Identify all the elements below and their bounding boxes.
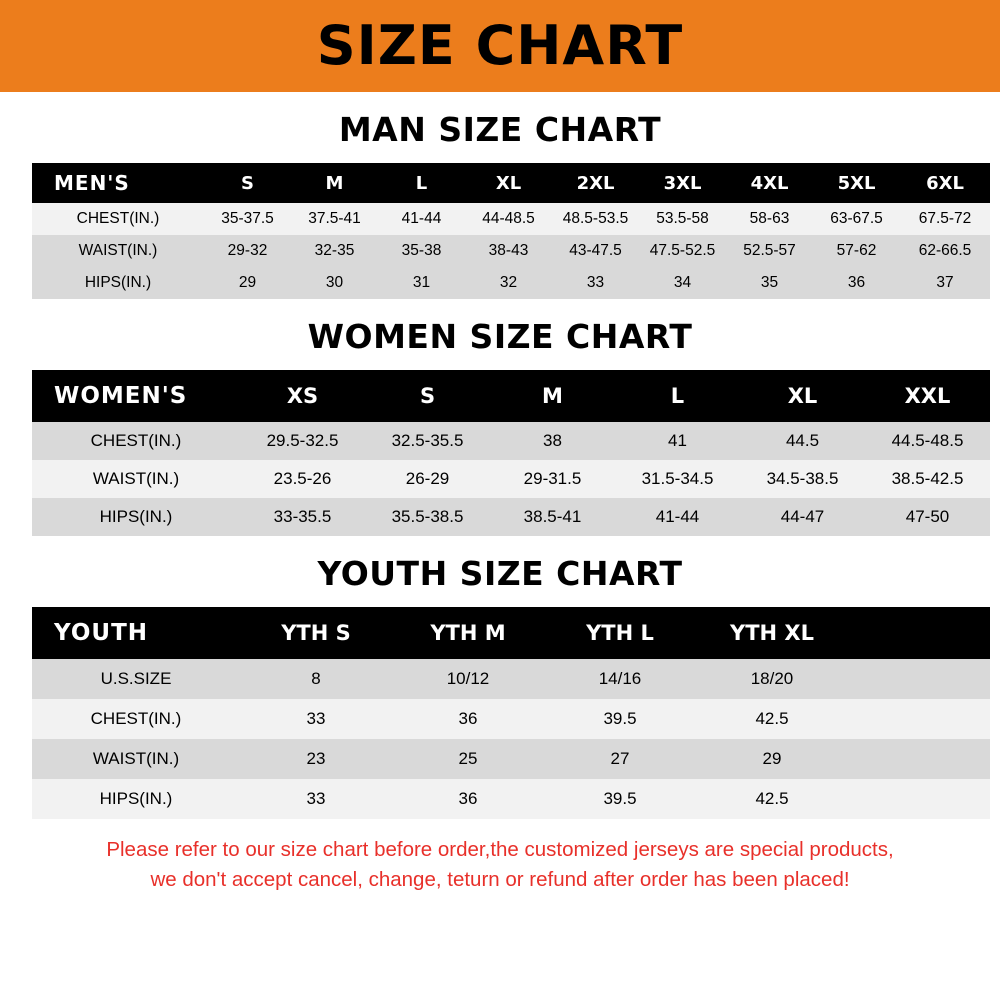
men-cell: 38-43 bbox=[488, 242, 529, 259]
youth-cell: 23 bbox=[306, 749, 326, 768]
women-section-title: WOMEN SIZE CHART bbox=[307, 317, 693, 356]
youth-header-cell: YTH S bbox=[281, 621, 351, 645]
men-cell: 44-48.5 bbox=[482, 210, 535, 227]
men-header-cell: 6XL bbox=[926, 172, 964, 194]
policy-note-line-1: Please refer to our size chart before order,the customized jerseys are special products, bbox=[106, 838, 894, 861]
table-row bbox=[32, 659, 990, 699]
men-cell: 37 bbox=[936, 274, 954, 291]
youth-cell-spacer bbox=[848, 779, 990, 819]
youth-cell: 18/20 bbox=[750, 669, 794, 688]
women-cell: 29-31.5 bbox=[523, 469, 582, 488]
youth-size-table bbox=[32, 607, 990, 819]
youth-section bbox=[0, 536, 1000, 819]
men-cell: 33 bbox=[586, 274, 605, 291]
youth-cell: 29 bbox=[762, 749, 782, 768]
women-header-cell: XS bbox=[286, 384, 319, 408]
youth-cell: 36 bbox=[458, 709, 478, 728]
youth-table-header-row bbox=[32, 607, 990, 659]
men-size-table bbox=[32, 163, 990, 299]
men-header-cell: 5XL bbox=[837, 172, 876, 194]
table-row bbox=[32, 498, 990, 536]
men-row-label: CHEST(IN.) bbox=[76, 210, 160, 227]
men-header-cell: 3XL bbox=[663, 172, 702, 194]
women-cell: 33-35.5 bbox=[273, 507, 332, 526]
youth-cell-spacer bbox=[848, 739, 990, 779]
men-cell: 31 bbox=[412, 274, 431, 291]
men-cell: 37.5-41 bbox=[308, 210, 361, 227]
men-cell: 53.5-58 bbox=[656, 210, 709, 227]
men-row-label: WAIST(IN.) bbox=[78, 242, 158, 259]
women-cell: 35.5-38.5 bbox=[391, 507, 464, 526]
men-cell: 29 bbox=[238, 274, 257, 291]
men-cell: 32-35 bbox=[314, 242, 355, 259]
women-header-cell: M bbox=[542, 384, 563, 408]
table-row bbox=[32, 739, 990, 779]
men-cell: 35-38 bbox=[401, 242, 442, 259]
men-cell: 35 bbox=[760, 274, 779, 291]
youth-row-label: WAIST(IN.) bbox=[92, 749, 180, 768]
women-cell: 31.5-34.5 bbox=[641, 469, 714, 488]
women-cell: 41-44 bbox=[655, 507, 700, 526]
youth-row-label: HIPS(IN.) bbox=[99, 789, 173, 808]
youth-cell: 42.5 bbox=[755, 789, 789, 808]
men-cell: 34 bbox=[673, 274, 692, 291]
women-cell: 38.5-42.5 bbox=[891, 469, 964, 488]
youth-header-spacer bbox=[848, 607, 990, 659]
men-header-cell: M bbox=[325, 172, 344, 194]
youth-cell: 42.5 bbox=[755, 709, 789, 728]
men-cell: 62-66.5 bbox=[918, 242, 972, 259]
table-row bbox=[32, 460, 990, 498]
men-cell: 30 bbox=[325, 274, 344, 291]
women-row-label: WAIST(IN.) bbox=[92, 469, 180, 488]
youth-header-cell: YOUTH bbox=[54, 620, 149, 646]
table-row bbox=[32, 235, 990, 267]
men-header-cell: S bbox=[241, 172, 254, 194]
youth-row-label: CHEST(IN.) bbox=[90, 709, 182, 728]
page-title: SIZE CHART bbox=[316, 14, 684, 77]
men-cell: 52.5-57 bbox=[743, 242, 796, 259]
men-cell: 29-32 bbox=[227, 242, 268, 259]
women-cell: 47-50 bbox=[905, 507, 950, 526]
men-cell: 36 bbox=[847, 274, 866, 291]
men-section-title: MAN SIZE CHART bbox=[338, 110, 662, 149]
men-header-cell: L bbox=[415, 172, 428, 194]
women-cell: 34.5-38.5 bbox=[766, 469, 839, 488]
men-cell: 57-62 bbox=[836, 242, 877, 259]
women-row-label: HIPS(IN.) bbox=[99, 507, 173, 526]
men-table-header-row bbox=[32, 163, 990, 203]
youth-row-label: U.S.SIZE bbox=[100, 669, 172, 688]
women-header-cell: XL bbox=[787, 384, 818, 408]
youth-cell: 25 bbox=[458, 749, 478, 768]
men-cell: 58-63 bbox=[749, 210, 790, 227]
women-cell: 38 bbox=[543, 431, 562, 450]
men-header-cell: 2XL bbox=[576, 172, 615, 194]
women-cell: 38.5-41 bbox=[523, 507, 582, 526]
men-cell: 43-47.5 bbox=[569, 242, 622, 259]
youth-header-cell: YTH L bbox=[586, 621, 654, 645]
youth-cell: 10/12 bbox=[446, 669, 490, 688]
youth-cell-spacer bbox=[848, 659, 990, 699]
youth-header-cell: YTH XL bbox=[730, 621, 814, 645]
women-header-cell: S bbox=[419, 384, 436, 408]
youth-cell: 39.5 bbox=[603, 709, 637, 728]
women-cell: 44-47 bbox=[780, 507, 825, 526]
women-section bbox=[0, 299, 1000, 536]
youth-section-title: YOUTH SIZE CHART bbox=[317, 554, 683, 593]
men-cell: 35-37.5 bbox=[221, 210, 274, 227]
youth-cell: 8 bbox=[311, 669, 321, 688]
women-table-header-row bbox=[32, 370, 990, 422]
table-row bbox=[32, 779, 990, 819]
men-row-label: HIPS(IN.) bbox=[84, 274, 152, 291]
youth-header-cell: YTH M bbox=[430, 621, 506, 645]
women-cell: 26-29 bbox=[405, 469, 450, 488]
men-cell: 41-44 bbox=[401, 210, 442, 227]
table-row bbox=[32, 699, 990, 739]
table-row bbox=[32, 422, 990, 460]
men-header-cell: 4XL bbox=[750, 172, 789, 194]
women-header-cell: XXL bbox=[904, 384, 951, 408]
women-cell: 32.5-35.5 bbox=[391, 431, 464, 450]
women-cell: 29.5-32.5 bbox=[266, 431, 339, 450]
policy-note-line-2: we don't accept cancel, change, teturn or refund after order has been placed! bbox=[150, 867, 850, 891]
youth-cell: 14/16 bbox=[598, 669, 642, 688]
men-header-cell: MEN'S bbox=[54, 171, 130, 195]
women-row-label: CHEST(IN.) bbox=[90, 431, 182, 450]
women-cell: 23.5-26 bbox=[273, 469, 332, 488]
men-cell: 47.5-52.5 bbox=[649, 242, 716, 259]
youth-cell: 33 bbox=[306, 709, 326, 728]
youth-cell: 36 bbox=[458, 789, 478, 808]
women-cell: 41 bbox=[668, 431, 687, 450]
women-cell: 44.5 bbox=[785, 431, 820, 450]
youth-cell-spacer bbox=[848, 699, 990, 739]
women-cell: 44.5-48.5 bbox=[891, 431, 964, 450]
youth-cell: 33 bbox=[306, 789, 326, 808]
men-cell: 67.5-72 bbox=[918, 210, 972, 227]
men-section bbox=[0, 92, 1000, 299]
policy-note bbox=[0, 819, 1000, 894]
men-header-cell: XL bbox=[495, 172, 522, 194]
table-row bbox=[32, 267, 990, 299]
women-header-cell: WOMEN'S bbox=[54, 383, 188, 409]
youth-cell: 27 bbox=[610, 749, 630, 768]
women-size-table bbox=[32, 370, 990, 536]
women-header-cell: L bbox=[670, 384, 685, 408]
men-cell: 48.5-53.5 bbox=[562, 210, 629, 227]
men-cell: 63-67.5 bbox=[830, 210, 883, 227]
banner bbox=[0, 0, 1000, 92]
youth-cell: 39.5 bbox=[603, 789, 637, 808]
table-row bbox=[32, 203, 990, 235]
men-cell: 32 bbox=[499, 274, 518, 291]
